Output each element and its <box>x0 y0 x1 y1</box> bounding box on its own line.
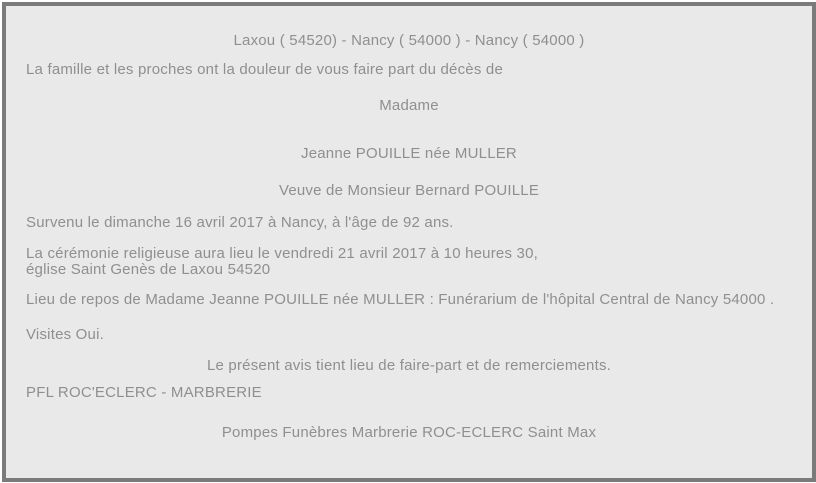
ceremony-line <box>26 246 792 278</box>
funeral-home-full-line: Pompes Funèbres Marbrerie ROC-ECLERC Saint Max <box>221 424 597 441</box>
visits-line: Visites Oui. <box>26 326 104 343</box>
death-date-line: Survenu le dimanche 16 avril 2017 à Nancy, à l'âge de 92 ans. <box>26 214 454 231</box>
civility-title: Madame <box>379 97 439 114</box>
deceased-name: Jeanne POUILLE née MULLER <box>301 145 517 162</box>
death-notice-card <box>2 2 816 482</box>
repose-location-line: Lieu de repos de Madame Jeanne POUILLE née MULLER : Funérarium de l'hôpital Central de Nancy 54000 . <box>26 291 775 308</box>
locations-line: Laxou ( 54520) - Nancy ( 54000 ) - Nancy ( 54000 ) <box>233 32 585 49</box>
funeral-home-line: PFL ROC'ECLERC - MARBRERIE <box>26 384 262 401</box>
ceremony-line-2: église Saint Genès de Laxou 54520 <box>26 261 271 278</box>
ceremony-line-1: La cérémonie religieuse aura lieu le vendredi 21 avril 2017 à 10 heures 30, <box>26 245 538 262</box>
legal-mention-line: Le présent avis tient lieu de faire-part et de remerciements. <box>206 357 612 374</box>
intro-line: La famille et les proches ont la douleur de vous faire part du décès de <box>26 61 503 78</box>
relation-line: Veuve de Monsieur Bernard POUILLE <box>278 182 540 199</box>
